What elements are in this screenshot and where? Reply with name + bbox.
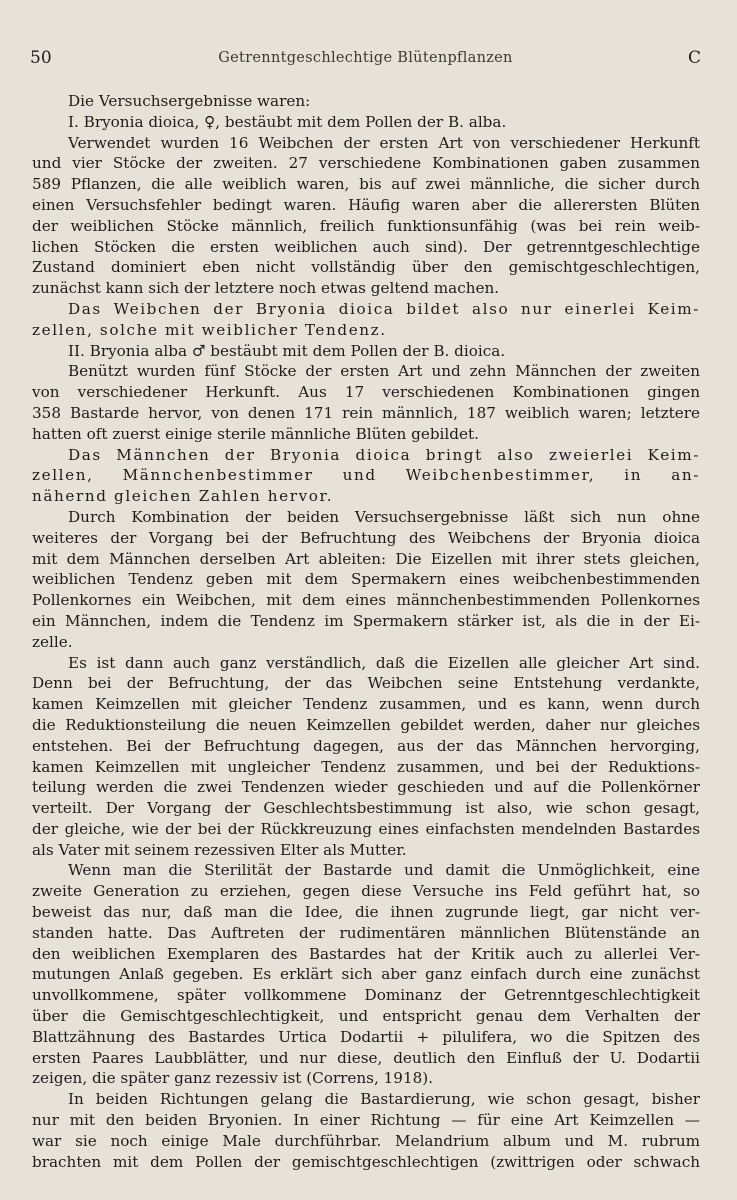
text-line: Zustand dominiert eben nicht vollständig über den gemischtgeschlechtigen, <box>32 258 700 277</box>
text-line: über die Gemischtgeschlechtigkeit, und entspricht genau dem Verhalten der <box>32 1007 700 1026</box>
section-signature: C <box>687 48 701 68</box>
text-line: standen hatte. Das Auftreten der rudimentären männlichen Blütenstände an <box>32 923 700 942</box>
text-line: ersten Paares Laubblätter, und nur diese, deutlich den Einfluß der U. Dodartii <box>32 1048 700 1067</box>
text-line: Es ist dann auch ganz verständlich, daß die Eizellen alle gleicher Art sind. <box>68 653 700 672</box>
text-line: Verwendet wurden 16 Weibchen der ersten Art von verschiedener Herkunft <box>68 133 700 152</box>
text-line: kamen Keimzellen mit ungleicher Tendenz zusammen, und bei der Reduktions- <box>32 757 700 776</box>
text-line: Wenn man die Sterilität der Bastarde und damit die Unmöglichkeit, eine <box>68 861 700 880</box>
page-number: 50 <box>30 48 52 68</box>
text-line: von verschiedener Herkunft. Aus 17 verschiedenen Kombinationen gingen <box>32 383 700 402</box>
text-line: zellen, solche mit weiblicher Tendenz. <box>32 320 387 339</box>
text-line: beweist das nur, daß man die Idee, die ihnen zugrunde liegt, gar nicht ver- <box>32 903 700 922</box>
text-line: der gleiche, wie der bei der Rückkreuzung eines einfachsten mendelnden Bastardes <box>32 819 700 838</box>
text-line: In beiden Richtungen gelang die Bastardierung, wie schon gesagt, bisher <box>68 1090 700 1109</box>
text-line: zellen, Männchenbestimmer und Weibchenbestimmer, in an- <box>32 466 700 485</box>
text-line: unvollkommene, später vollkommene Dominanz der Getrenntgeschlechtigkeit <box>32 986 700 1005</box>
text-line: mit dem Männchen derselben Art ableiten: Die Eizellen mit ihrer stets gleichen, <box>32 549 700 568</box>
text-line: Denn bei der Befruchtung, der das Weibchen seine Entstehung verdankte, <box>32 674 700 693</box>
text-line: ein Männchen, indem die Tendenz im Spermakern stärker ist, als die in der Ei- <box>32 611 700 630</box>
text-line: mutungen Anlaß gegeben. Es erklärt sich aber ganz einfach durch eine zunächst <box>32 965 700 984</box>
text-line: weiteres der Vorgang bei der Befruchtung des Weibchens der Bryonia dioica <box>32 528 700 547</box>
text-line: und vier Stöcke der zweiten. 27 verschiedene Kombinationen gaben zusammen <box>32 154 700 173</box>
text-line: Durch Kombination der beiden Versuchsergebnisse läßt sich nun ohne <box>68 507 700 526</box>
text-line: einen Versuchsfehler bedingt waren. Häufig waren aber die allerersten Blüten <box>32 195 700 214</box>
text-line: weiblichen Tendenz geben mit dem Spermakern eines weibchenbestimmenden <box>32 570 700 589</box>
text-line: brachten mit dem Pollen der gemischtgeschlechtigen (zwittrigen oder schwach <box>32 1152 700 1171</box>
text-line: verteilt. Der Vorgang der Geschlechtsbestimmung ist also, wie schon gesagt, <box>32 799 700 818</box>
text-line: zeigen, die später ganz rezessiv ist (Correns, 1918). <box>32 1069 434 1088</box>
running-title: Getrenntgeschlechtige Blütenpflanzen <box>218 50 513 66</box>
text-line: zelle. <box>32 632 73 651</box>
text-line: hatten oft zuerst einige sterile männliche Blüten gebildet. <box>32 424 479 443</box>
text-line: 589 Pflanzen, die alle weiblich waren, bis auf zwei männliche, die sicher durch <box>32 175 700 194</box>
text-line: den weiblichen Exemplaren des Bastardes hat der Kritik auch zu allerlei Ver- <box>32 944 700 963</box>
text-line: Blattzähnung des Bastardes Urtica Dodartii + pilulifera, wo die Spitzen des <box>32 1027 700 1046</box>
text-line: als Vater mit seinem rezessiven Elter als Mutter. <box>32 840 407 859</box>
running-header <box>30 48 701 72</box>
text-line: war sie noch einige Male durchführbar. Melandrium album und M. rubrum <box>32 1131 700 1150</box>
text-line: Benützt wurden fünf Stöcke der ersten Art und zehn Männchen der zweiten <box>68 362 700 381</box>
text-line: Das Weibchen der Bryonia dioica bildet also nur einerlei Keim- <box>68 299 700 318</box>
text-line: kamen Keimzellen mit gleicher Tendenz zusammen, und es kann, wenn durch <box>32 695 700 714</box>
text-line: Die Versuchsergebnisse waren: <box>68 92 311 110</box>
text-line: teilung werden die zwei Tendenzen wieder geschieden und auf die Pollenkörner <box>32 778 700 797</box>
text-line: 358 Bastarde hervor, von denen 171 rein männlich, 187 weiblich waren; letztere <box>32 403 700 422</box>
text-line: der weiblichen Stöcke männlich, freilich funktionsunfähig (was bei rein weib- <box>32 216 700 235</box>
text-line: die Reduktionsteilung die neuen Keimzellen gebildet werden, daher nur gleiches <box>32 715 700 734</box>
text-line: zunächst kann sich der letztere noch etwas geltend machen. <box>32 279 500 298</box>
text-line: entstehen. Bei der Befruchtung dagegen, aus der das Männchen hervorging, <box>32 736 700 755</box>
body-text <box>32 91 700 1172</box>
text-line: nur mit den beiden Bryonien. In einer Richtung — für eine Art Keimzellen — <box>32 1111 700 1130</box>
text-line: II. Bryonia alba ♂ bestäubt mit dem Pollen der B. dioica. <box>68 341 506 360</box>
text-line: lichen Stöcken die ersten weiblichen auch sind). Der getrenntgeschlechtige <box>32 237 700 256</box>
text-line: nähernd gleichen Zahlen hervor. <box>32 487 334 506</box>
text-line: I. Bryonia dioica, ♀, bestäubt mit dem Pollen der B. alba. <box>68 112 507 131</box>
text-line: Das Männchen der Bryonia dioica bringt also zweierlei Keim- <box>68 445 700 464</box>
text-line: Pollenkornes ein Weibchen, mit dem eines männchenbestimmenden Pollenkornes <box>32 591 700 610</box>
text-line: zweite Generation zu erziehen, gegen diese Versuche ins Feld geführt hat, so <box>32 882 700 901</box>
